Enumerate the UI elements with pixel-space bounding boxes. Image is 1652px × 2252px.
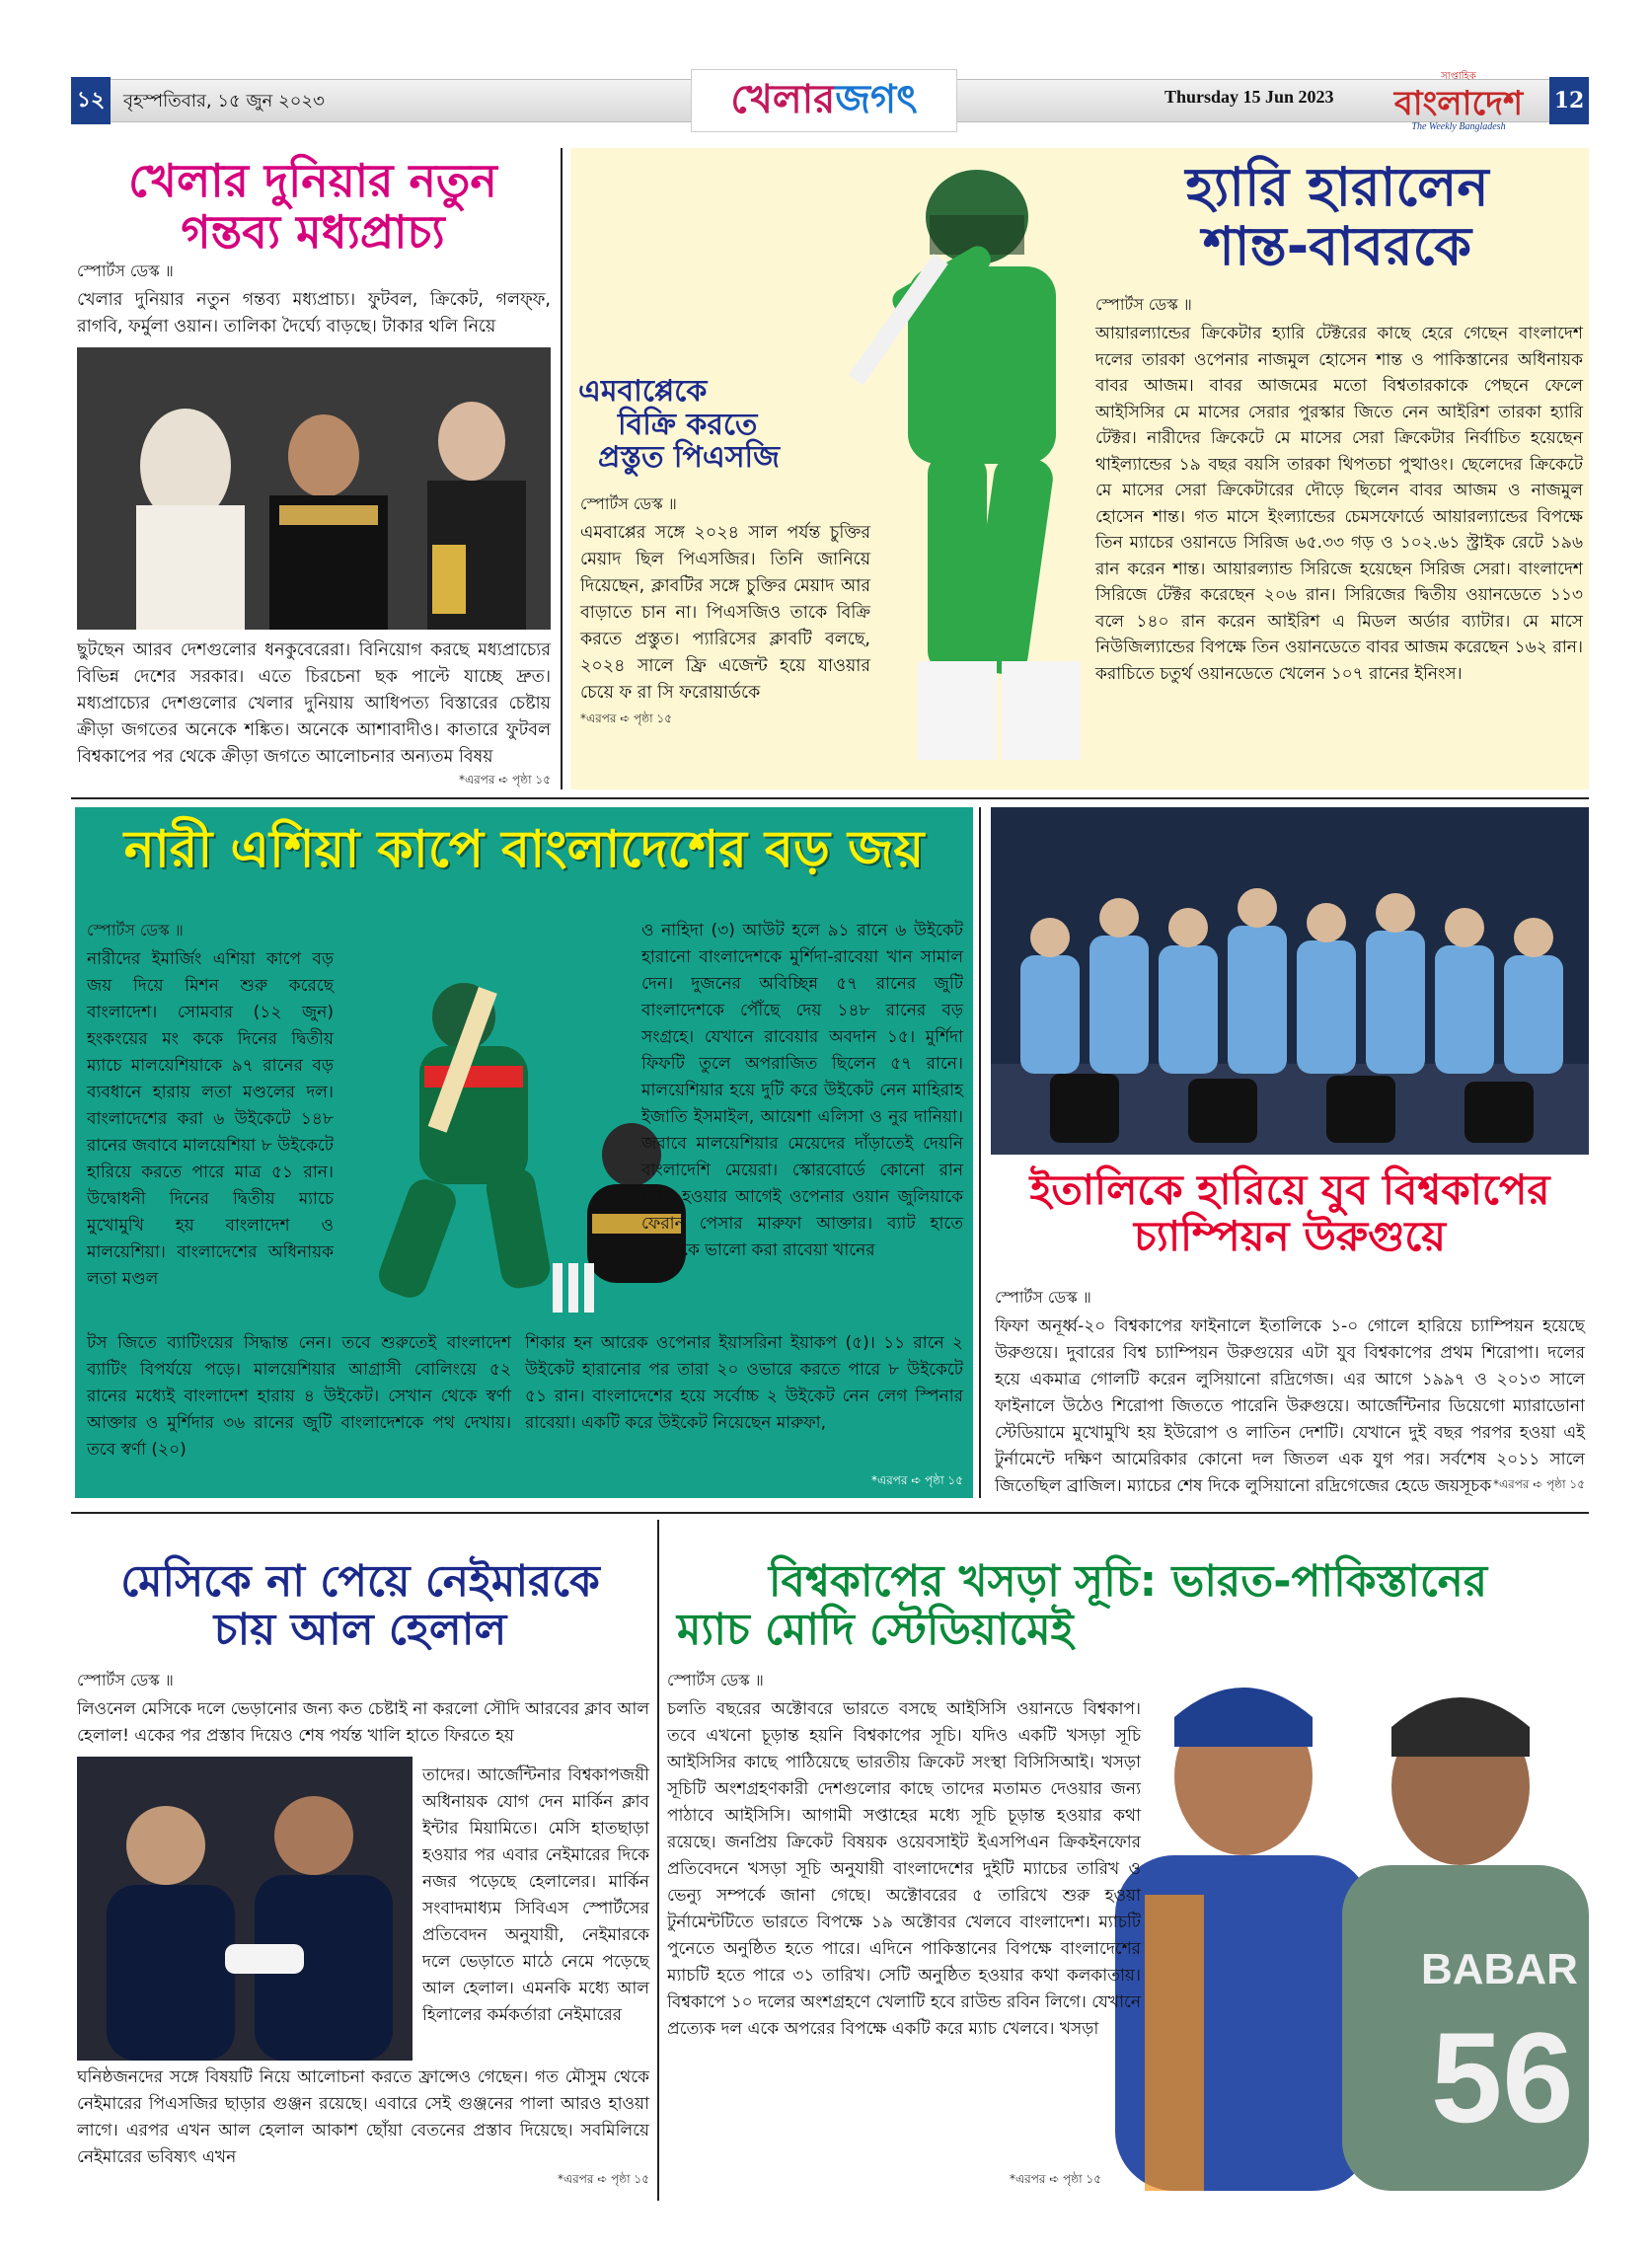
article-body: আয়ারল্যান্ডের ক্রিকেটার হ্যারি টেক্টরের কাছে হেরে গেছেন বাংলাদেশ দলের তারকা ওপেনার নাজমুল হোসেন শান্ত ও পাকিস্তানের অধিনায়ক বাবর আজম। বাবর আজমের মতো বিশ্বতারকাকে পেছনে ফেলে আইসিসির মে মাসের সেরার পুরস্কার জিতে নেন আইরিশ তারকা হ্যারি টেক্টর। নারীদের ক্রিকেটে মে মাসের সেরা ক্রিকেটার নির্বাচিত হয়েছেন থাইল্যান্ডের ১৯ বছর বয়সি তারকা থিপতচা পুত্থাওং। ছেলেদের ক্রিকেটে মে মাসের সেরা ক্রিকেটারের দৌড়ে ছিলেন বাবর আজম ও নাজমুল হোসেন শান্ত। গত মাসে ইংল্যান্ডের চেমসফোর্ডে আয়ারল্যান্ডের বিপক্ষে তিন ম্যাচের ওয়ানডে সিরিজ ৬৫.৩৩ গড় ও ১০২.৬১ স্ট্রাইক রেটে ১৯৬ রান করেন শান্ত। আয়ারল্যান্ড সিরিজে হয়েছেন সিরিজ সেরা। বাংলাদেশ সিরিজে টেক্টর করেছেন ২০৬ রান। সিরিজের দ্বিতীয় ওয়ানডেতে ১১৩ বলে ১৪০ রান করেন আইরিশ এ মিডল অর্ডার ব্যাটার। মে মাসে নিউজিল্যান্ডের বিপক্ষে তিন ওয়ানডেতে বাবর আজম করেছেন ১৬২ রান। করাচিতে চতুর্থ ওয়ানডেতে খেলেন ১০৭ রানের ইনিংস।	[1095, 324, 1583, 684]
section-logo-part1: খেলার	[730, 76, 836, 122]
section-logo-part2: জগৎ	[835, 76, 918, 122]
newspaper-logo	[1372, 69, 1545, 130]
article-neymar-intro	[77, 1668, 649, 1750]
headline-worldcup	[667, 1557, 1589, 1655]
headline-harry	[1095, 158, 1579, 277]
paper-logo-small: সাপ্তাহিক	[1441, 71, 1476, 82]
article-middle-east-intro	[77, 259, 551, 340]
continued-women-asia[interactable]: *এরপর ➪ পৃষ্ঠা ১৫	[871, 1473, 963, 1487]
continued-neymar[interactable]: *এরপর ➪ পৃষ্ঠা ১৫	[558, 2172, 649, 2186]
section-logo	[691, 69, 957, 132]
sports-desk-label: স্পোর্টস ডেস্ক ॥	[77, 262, 174, 280]
section-divider	[71, 797, 1589, 799]
continued-mbappe[interactable]: *এরপর ➪ পৃষ্ঠা ১৫	[580, 712, 672, 725]
article-women-col1	[87, 918, 334, 1293]
continued-worldcup[interactable]: *এরপর ➪ পৃষ্ঠা ১৫	[1010, 2172, 1101, 2186]
photo-illustration	[77, 347, 551, 630]
headline-line1: হ্যারি হারালেন	[1185, 156, 1489, 218]
article-worldcup	[667, 1668, 1141, 2043]
headline-line3: প্রস্তুত পিএসজি	[598, 440, 780, 476]
page-number-en: 12	[1549, 77, 1589, 124]
headline-neymar	[75, 1557, 645, 1655]
article-mbappe	[580, 491, 870, 730]
headline-women-asia: নারী এশিয়া কাপে বাংলাদেশের বড় জয়	[123, 820, 925, 879]
article-body: এমবাপ্পের সঙ্গে ২০২৪ সাল পর্যন্ত চুক্তির মেয়াদ ছিল পিএসজির। তিনি জানিয়ে দিয়েছেন, ক্লাবটির সঙ্গে চুক্তির মেয়াদ আর বাড়াতে চান না। পিএসজিও তাকে বিক্রি করতে প্রস্তুত। প্যারিসের ক্লাবটি বলছে, ২০২৪ সালে ফ্রি এজেন্ট হয়ে যাওয়ার চেয়ে ফ রা সি ফরোয়ার্ডকে	[580, 523, 870, 703]
headline-middle-east	[77, 156, 549, 258]
column-divider	[979, 807, 981, 1498]
date-english: Thursday 15 Jun 2023	[1164, 87, 1334, 107]
article-body: চলতি বছরের অক্টোবরে ভারতে বসছে আইসিসি ওয়ানডে বিশ্বকাপ। তবে এখনো চূড়ান্ত হয়নি বিশ্বকাপের সূচি। যদিও একটি খসড়া সূচি আইসিসির কাছে পাঠিয়েছে ভারতীয় ক্রিকেট সংস্থা বিসিসিআই। খসড়া সূচিটি অংশগ্রহণকারী দেশগুলোর কাছে তাদের মতামত দেওয়ার জন্য পাঠাবে আইসিসি। আগামী সপ্তাহের মধ্যে সূচি চূড়ান্ত হওয়ার কথা রয়েছে। জনপ্রিয় ক্রিকেট বিষয়ক ওয়েবসাইট ইএসপিএন ক্রিকইনফোর প্রতিবেদনে খসড়া সূচি অনুযায়ী বাংলাদেশের দুইটি ম্যাচের তারিখ ও ভেন্যু সম্পর্কে জানা গেছে। অক্টোবরের ৫ তারিখে শুরু হওয়া টুর্নামেন্টটিতে ভারতে বিপক্ষে ১৯ অক্টোবর খেলবে বাংলাদেশ। ম্যাচটি পুনেতে অনুষ্ঠিত হতে পারে। এদিনে পাকিস্তানের বিপক্ষে বাংলাদেশের ম্যাচটি হতে পারে ৩১ তারিখ। সেটি অনুষ্ঠিত হওয়ার কথা কলকাতায়। বিশ্বকাপে ১০ দলের অংশগ্রহণে খেলাটি হবে রাউন্ড রবিন লিগে। যেখানে প্রত্যেক দল একে অপরের বিপক্ষে একটি করে ম্যাচ খেলবে। খসড়া	[667, 1699, 1141, 2039]
page-number-bn: ১২	[71, 77, 111, 124]
sports-desk-label: স্পোর্টস ডেস্ক ॥	[87, 921, 184, 939]
column-divider	[657, 1520, 659, 2201]
article-intro: খেলার দুনিয়ার নতুন গন্তব্য মধ্যপ্রাচ্য। ফুটবল, ক্রিকেট, গলফ্‌ফ, রাগবি, ফর্মুলা ওয়ান। তালিকা দৈর্ঘ্যে বাড়ছে। টাকার থলি নিয়ে	[77, 290, 551, 337]
article-body: ফিফা অনূর্ধ্ব-২০ বিশ্বকাপের ফাইনালে ইতালিকে ১-০ গোলে হারিয়ে চ্যাম্পিয়ন হয়েছে উরুগুয়ে। দুবারের বিশ্ব চ্যাম্পিয়ন উরুগুয়ের এটা যুব বিশ্বকাপের প্রথম শিরোপা। দলের হয়ে একমাত্র গোলটি করেন লুসিয়ানো রদ্রিগেজ। এর আগে ১৯৯৭ ও ২০১৩ সালে ফাইনালে উঠেও শিরোপা জিততে পারেনি উরুগুয়ে। আর্জেন্টিনার ডিয়েগো ম্যারাডোনা স্টেডিয়ামে মুখোমুখি হয় ইউরোপ ও লাতিন দেশটি। যেখানে দুই বছর পরপর হওয়া এই টুর্নামেন্টে দক্ষিণ আমেরিকার কোনো দল জিতল এক যুগ পর। সর্বশেষ ২০১১ সালে জিতেছিল ব্রাজিল। ম্যাচের শেষ দিকে লুসিয়ানো রদ্রিগেজের হেডে জয়সূচক	[995, 1316, 1585, 1496]
headline-mbappe	[578, 375, 864, 475]
article-women-bottom-right: শিকার হন আরেক ওপেনার ইয়াসরিনা ইয়াকপ (৫)। ১১ রানে ২ উইকেট হারানোর পর তারা ২০ ওভারে করতে পারে ৮ উইকেটে ৫১ রান। বাংলাদেশের হয়ে সর্বোচ্চ ২ উইকেট নেন লেগ স্পিনার রাবেয়া। একটি করে উইকেট নিয়েছেন মারুফা,	[525, 1333, 963, 1433]
headline-line2: গন্তব্য মধ্যপ্রাচ্য	[181, 204, 445, 259]
headline-line1: ইতালিকে হারিয়ে যুব বিশ্বকাপের	[1029, 1165, 1550, 1214]
jersey-number: 56	[1431, 2005, 1574, 2149]
article-women-col2	[641, 918, 963, 1264]
article-harry	[1095, 292, 1583, 687]
photo-kohli-babar	[1086, 1658, 1589, 2191]
headline-line1: খেলার দুনিয়ার নতুন	[128, 154, 497, 207]
article-body: নারীদের ইমার্জিং এশিয়া কাপে বড় জয় দিয়ে মিশন শুরু করেছে বাংলাদেশ। সোমবার (১২ জুন) হংকংয়ের মং ককে দিনের দ্বিতীয় ম্যাচে মালয়েশিয়াকে ৯৭ রানের বড় ব্যবধানে হারায় লতা মণ্ডলের দল। বাংলাদেশের করা ৬ উইকেটে ১৪৮ রানের জবাবে মালয়েশিয়া ৮ উইকেটে হারিয়ে করতে পারে মাত্র ৫১ রান। উদ্বোধনী দিনের দ্বিতীয় ম্যাচে মুখোমুখি হয় বাংলাদেশ ও মালয়েশিয়া। বাংলাদেশের অধিনায়ক লতা মণ্ডল	[87, 949, 334, 1289]
headline-line1: এমবাপ্পেকে	[578, 374, 708, 409]
headline-line2: চায় আল হেলাল	[213, 1605, 507, 1656]
article-middle-east-body: ছুটছেন আরব দেশগুলোর ধনকুবেরেরা। বিনিয়োগ করছে মধ্যপ্রাচ্যের বিভিন্ন দেশের সরকার। এতে চিরচেনা ছক পাল্টে যাচ্ছে দ্রুত। মধ্যপ্রাচ্যের দেশগুলোর খেলার দুনিয়ায় আধিপত্য বিস্তারের চেষ্টায় ক্রীড়া জগতের অনেকে শঙ্কিত। অনেকে আশাবাদীও। কাতারে ফুটবল বিশ্বকাপের পর থেকে ক্রীড়া জগতে আলোচনার অন্যতম বিষয়	[77, 640, 551, 767]
paper-logo-name: বাংলাদেশ	[1393, 84, 1524, 123]
date-bengali: বৃহস্পতিবার, ১৫ জুন ২০২৩	[123, 91, 325, 112]
article-neymar-side: তাদের। আর্জেন্টিনার বিশ্বকাপজয়ী অধিনায়ক যোগ দেন মার্কিন ক্লাব ইন্টার মিয়ামিতে। মেসি হাতছাড়া হওয়ার পর এবার নেইমারের দিকে নজর পড়েছে হেলালের। মার্কিন সংবাদমাধ্যম সিবিএস স্পোর্টসের প্রতিবেদন অনুযায়ী, নেইমারকে দলে ভেড়াতে মাঠে নেমে পড়েছে আল হেলাল। এমনকি মধ্যে আল হিলালের কর্মকর্তারা নেইমারের	[422, 1765, 649, 2025]
headline-line1: বিশ্বকাপের খসড়া সূচি: ভারত-পাকিস্তানের	[768, 1556, 1488, 1607]
messi-neymar-illustration	[77, 1757, 413, 2061]
sports-desk-label: স্পোর্টস ডেস্ক ॥	[667, 1671, 764, 1689]
continued-uruguay[interactable]: *এরপর ➪ পৃষ্ঠা ১৫	[1493, 1477, 1585, 1491]
headline-line2: বিক্রি করতে	[618, 407, 758, 442]
kohli-babar-illustration	[1086, 1658, 1589, 2191]
sports-desk-label: স্পোর্টস ডেস্ক ॥	[77, 1671, 174, 1689]
headline-uruguay	[991, 1166, 1589, 1259]
headline-line2: শান্ত-বাবরকে	[1202, 215, 1472, 278]
article-body: লিওনেল মেসিকে দলে ভেড়ানোর জন্য কত চেষ্টাই না করলো সৌদি আরবের ক্লাব আল হেলাল! একের পর প্রস্তাব দিয়েও শেষ পর্যন্ত খালি হাতে ফিরতে হয়	[77, 1699, 649, 1746]
photo-messi-neymar	[77, 1757, 413, 2061]
sports-desk-label: স্পোর্টস ডেস্ক ॥	[1095, 295, 1192, 314]
photo-messi-qatar	[77, 347, 551, 630]
paper-logo-english: The Weekly Bangladesh	[1411, 121, 1506, 132]
article-body: ও নাহিদা (৩) আউট হলে ৯১ রানে ৬ উইকেট হারানো বাংলাদেশকে মুর্শিদা-রাবেয়া খান সামাল দেন। দুজনের অবিচ্ছিন্ন ৫৭ রানের জুটি বাংলাদেশকে পৌঁছে দেয় ১৪৮ রানের বড় সংগ্রহে। যেখানে রাবেয়ার অবদান ১৫। মুর্শিদা ফিফটি তুলে অপরাজিত ছিলেন ৫৭ রানে। মালয়েশিয়ার হয়ে দুটি করে উইকেট নেন মাহিরাহ ইজাতি ইসমাইল, আয়েশা এলিসা ও নুর দানিয়া। জবাবে মালয়েশিয়ার মেয়েদের দাঁড়াতেই দেয়নি বাংলাদেশি মেয়েরা। স্কোরবোর্ডে কোনো রান যোগ হওয়ার আগেই ওপেনার ওয়ান জুলিয়াকে ফেরান পেসার মারুফা আক্তার। ব্যাট হাতে শেষদিকে ভালো করা রাবেয়া খানের	[641, 921, 963, 1260]
continued-middle-east[interactable]: *এরপর ➪ পৃষ্ঠা ১৫	[459, 773, 551, 787]
headline-line2: ম্যাচ মোদি স্টেডিয়ামেই	[677, 1605, 1074, 1656]
article-women-bottom-left: টস জিতে ব্যাটিংয়ের সিদ্ধান্ত নেন। তবে শুরুতেই বাংলাদেশ ব্যাটিং বিপর্যয়ে পড়ে। মালয়েশিয়ার আগ্রাসী বোলিংয়ে ৫২ রানের মধ্যেই বাংলাদেশ হারায় ৪ উইকেট। সেখান থেকে স্বর্ণা আক্তার ও মুর্শিদার ৩৬ রানের জুটি বাংলাদেশকে পথ দেখায়। তবে স্বর্ণা (২০)	[87, 1333, 511, 1460]
headline-line2: চ্যাম্পিয়ন উরুগুয়ে	[1134, 1212, 1446, 1261]
team-celebration-illustration	[991, 807, 1589, 1155]
section-divider	[71, 1512, 1589, 1514]
headline-line1: মেসিকে না পেয়ে নেইমারকে	[120, 1556, 600, 1607]
article-neymar-bottom: ঘনিষ্ঠজনদের সঙ্গে বিষয়টি নিয়ে আলোচনা করতে ফ্রান্সেও গেছেন। গত মৌসুম থেকে নেইমারের পিএসজির ছাড়ার গুঞ্জন রয়েছে। এবারে সেই গুঞ্জনের পালা আরও হাওয়া লাগে। এরপর এখন আল হেলাল আকাশ ছোঁয়া বেতনের প্রস্তাব দিয়েছে। সবমিলিয়ে নেইমারের ভবিষ্যৎ এখন	[77, 2067, 649, 2167]
column-divider	[561, 148, 563, 789]
sports-desk-label: স্পোর্টস ডেস্ক ॥	[580, 494, 677, 513]
sports-desk-label: স্পোর্টস ডেস্ক ॥	[995, 1288, 1091, 1307]
article-uruguay	[995, 1285, 1585, 1500]
photo-uruguay-team	[991, 807, 1589, 1155]
jersey-name: BABAR	[1421, 1945, 1578, 1993]
